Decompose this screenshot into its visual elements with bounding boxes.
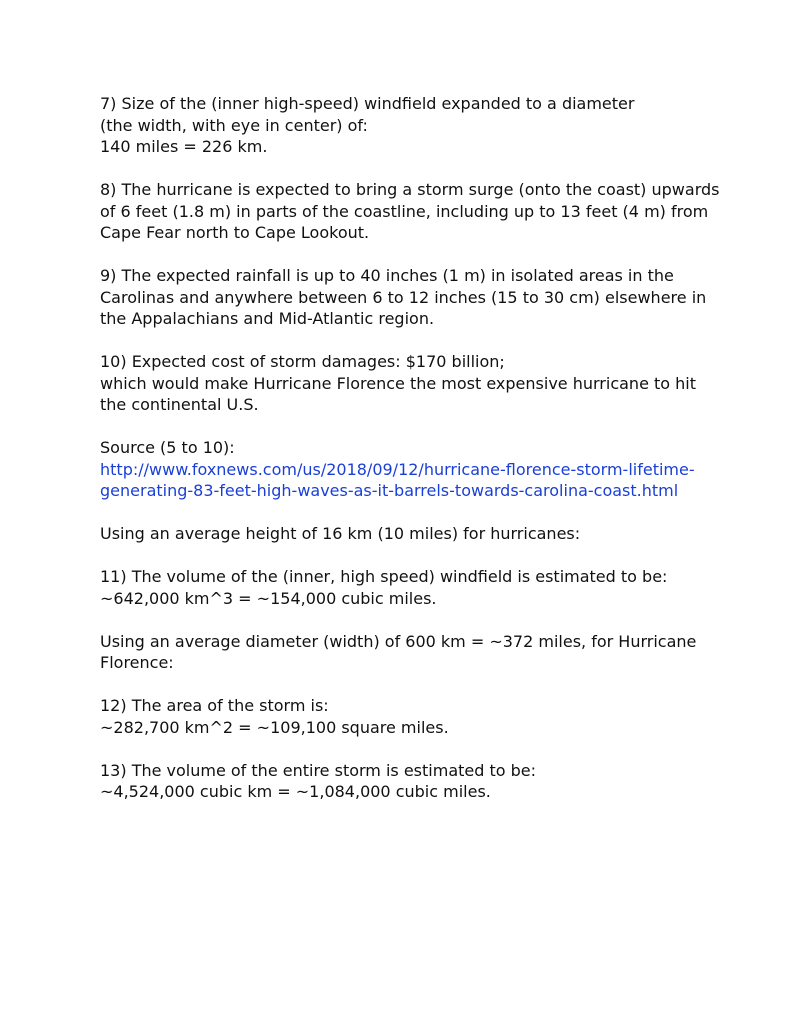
paragraph-windfield-volume: [100, 566, 700, 609]
source-link-line-2[interactable]: generating-83-feet-high-waves-as-it-barrels-towards-carolina-coast.html: [100, 481, 679, 500]
paragraph-windfield-size: [100, 93, 700, 158]
text-line: the Appalachians and Mid-Atlantic region.: [100, 309, 435, 328]
paragraph-average-diameter: [100, 631, 700, 674]
paragraph-source: [100, 437, 700, 502]
text-line: Cape Fear north to Cape Lookout.: [100, 223, 370, 242]
text-line: 11) The volume of the (inner, high speed) windfield is estimated to be:: [100, 567, 668, 586]
text-line: Florence:: [100, 653, 174, 672]
text-line: Carolinas and anywhere between 6 to 12 inches (15 to 30 cm) elsewhere in: [100, 287, 707, 307]
text-line: 140 miles = 226 km.: [100, 137, 268, 156]
source-label: Source (5 to 10):: [100, 438, 235, 457]
text-line: 9) The expected rainfall is up to 40 inches (1 m) in isolated areas in the: [100, 266, 674, 285]
paragraph-average-height: [100, 523, 700, 545]
text-line: which would make Hurricane Florence the most expensive hurricane to hit: [100, 373, 696, 393]
text-line: 10) Expected cost of storm damages: $170 billion;: [100, 352, 505, 371]
paragraph-storm-volume: [100, 760, 700, 803]
paragraph-storm-area: [100, 695, 700, 738]
text-line: 12) The area of the storm is:: [100, 696, 329, 715]
paragraph-rainfall: [100, 265, 707, 330]
paragraph-storm-surge: [100, 179, 720, 244]
text-line: ~282,700 km^2 = ~109,100 square miles.: [100, 717, 449, 737]
paragraph-damage-cost: [100, 351, 700, 416]
text-line: 13) The volume of the entire storm is estimated to be:: [100, 760, 537, 780]
text-line: ~642,000 km^3 = ~154,000 cubic miles.: [100, 588, 437, 608]
text-line: (the width, with eye in center) of:: [100, 115, 368, 135]
text-line: the continental U.S.: [100, 395, 259, 414]
text-line: 8) The hurricane is expected to bring a storm surge (onto the coast) upwards: [100, 180, 720, 199]
document-body: [100, 93, 720, 824]
source-link-line-1[interactable]: http://www.foxnews.com/us/2018/09/12/hurricane-florence-storm-lifetime-: [100, 459, 695, 479]
text-line: ~4,524,000 cubic km = ~1,084,000 cubic miles.: [100, 782, 491, 801]
text-line: Using an average height of 16 km (10 miles) for hurricanes:: [100, 524, 581, 543]
text-line: 7) Size of the (inner high-speed) windfield expanded to a diameter: [100, 94, 635, 113]
text-line: Using an average diameter (width) of 600 km = ~372 miles, for Hurricane: [100, 631, 697, 651]
text-line: of 6 feet (1.8 m) in parts of the coastline, including up to 13 feet (4 m) from: [100, 201, 709, 221]
